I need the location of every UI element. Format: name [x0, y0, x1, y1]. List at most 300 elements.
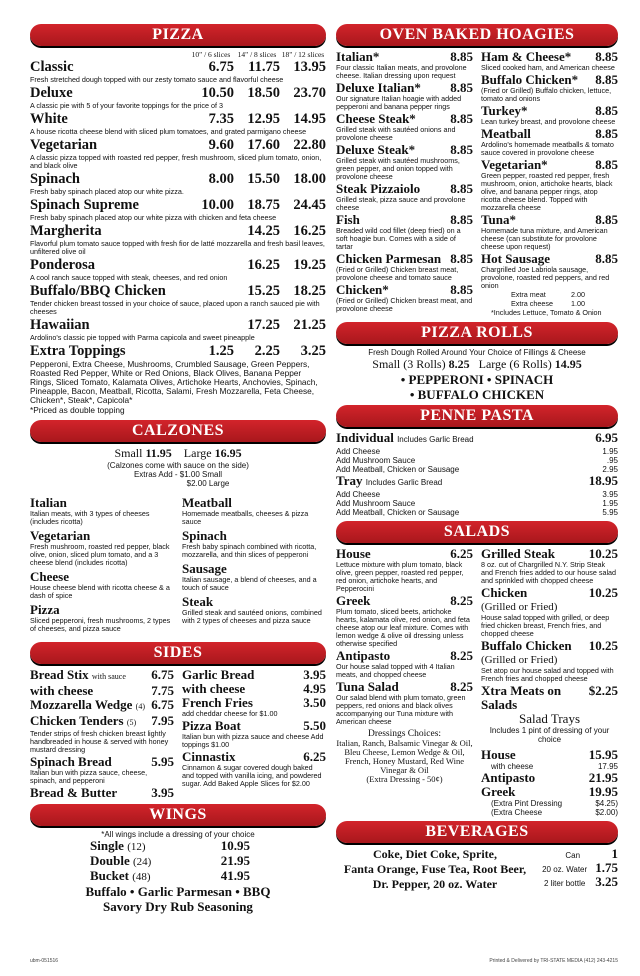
calzone-extras-large: $2.00 Large	[186, 479, 230, 488]
pizza-item-price: 16.25	[247, 257, 280, 273]
salad-item-row	[336, 594, 473, 608]
salad-item-row	[481, 586, 618, 600]
penne-addon-name: Add Mushroom Sauce	[336, 499, 416, 508]
hoagie-item-name: Chicken*	[336, 282, 389, 297]
wing-item-count: (48)	[132, 871, 151, 883]
pizza-item-price: 24.45	[293, 197, 326, 213]
rolls-small-label: Small (3 Rolls)	[372, 357, 446, 371]
salad-item-desc: House salad topped with grilled, or deep fried chicken breast, French fries, and chopped cheese	[481, 613, 610, 638]
pizza-item-row	[30, 317, 326, 334]
hoagie-item-name: Meatball	[481, 126, 531, 141]
hoagie-item-price: 8.85	[450, 111, 473, 126]
calzone-small-label: Small	[114, 446, 143, 460]
hoagie-item-name: Steak Pizzaiolo	[336, 181, 421, 196]
calzone-small-price: 11.95	[145, 446, 172, 460]
hoagie-item-price: 8.85	[595, 126, 618, 141]
pizza-item-price: 17.60	[247, 137, 280, 153]
pizza-item-row	[30, 257, 326, 274]
pizza-item-price: 1.25	[208, 343, 234, 359]
hoagie-item-price: 8.85	[450, 251, 473, 266]
pizza-item-price: 19.25	[293, 257, 326, 273]
penne-item-name	[336, 474, 589, 490]
pizza-item-price: 3.25	[300, 343, 326, 359]
rolls-line-2: • BUFFALO CHICKEN	[409, 387, 545, 402]
side-item-name	[30, 786, 151, 800]
hoagie-item-name: Buffalo Chicken*	[481, 72, 579, 87]
calzone-name: Steak	[182, 594, 214, 609]
pizza-item-name: Margherita	[30, 223, 102, 239]
hoagie-item-row	[336, 283, 473, 297]
side-item-name: with cheese	[182, 681, 246, 696]
salad-item-price: 8.25	[450, 679, 473, 694]
penne-addon-name: Add Meatball, Chicken or Sausage	[336, 508, 460, 517]
beverages-header: BEVERAGES	[336, 821, 618, 843]
beverage-size-price: 3.25	[595, 874, 618, 889]
hoagie-item-name: Fish	[336, 212, 360, 227]
penne-addon-name: Add Cheese	[336, 490, 381, 499]
salad-tray-extra-price: $4.25)	[595, 799, 618, 808]
hoagie-item-row	[336, 50, 473, 64]
right-column	[336, 22, 618, 892]
penne-item-label: Tray	[336, 473, 363, 488]
pizza-item-name: White	[30, 111, 68, 127]
wing-item-label: Double	[90, 853, 130, 868]
side-item-row	[182, 682, 326, 696]
salad-tray-extra-name: (Extra Cheese	[491, 808, 543, 817]
hoagie-item-desc: Lean turkey breast, and provolone cheese	[481, 117, 616, 126]
hoagie-item-desc: (Fried or Grilled) Buffalo chicken, lettuce, tomato and onions	[481, 86, 612, 103]
pizza-header: PIZZA	[30, 24, 326, 46]
pizza-item-name: Extra Toppings	[30, 343, 126, 359]
pizza-item-name: Spinach	[30, 171, 80, 187]
side-item-name: Cinnastix	[182, 749, 236, 764]
hoagie-item-price: 8.85	[450, 49, 473, 64]
pizza-item-row	[30, 343, 326, 360]
salad-item-desc: 8 oz. cut of Chargrilled N.Y. Strip Steak and French fries added to our house salad and sprinkled with chopped cheese	[481, 560, 617, 585]
pizza-item-price: 11.75	[248, 59, 280, 75]
side-item-price: 5.95	[151, 754, 174, 769]
side-item-name	[30, 755, 151, 769]
pizza-item-price: 23.70	[293, 85, 326, 101]
salad-item-row	[336, 680, 473, 694]
pizza-item-price: 12.95	[247, 111, 280, 127]
side-item-row	[182, 668, 326, 682]
pizza-item-price: 10.50	[201, 85, 234, 101]
wing-item-price: 10.95	[220, 838, 250, 853]
penne-addon-row	[336, 447, 618, 456]
hoagie-item-desc: (Fried or Grilled) Chicken breast meat, provolone cheese and tomato sauce	[336, 265, 459, 282]
penne-item-label: Individual	[336, 430, 394, 445]
salad-item-sub: (Grilled or Fried)	[481, 654, 558, 666]
wings-list	[30, 839, 250, 884]
calzone-desc: Grilled steak and sautéed onions, combined with 2 types of cheeses and pizza sauce	[182, 608, 322, 625]
side-item-price: 3.95	[303, 667, 326, 682]
pizza-item-name: Spinach Supreme	[30, 197, 139, 213]
footer-code: ubm-051516	[30, 958, 59, 964]
pizza-item-price: 17.25	[247, 317, 280, 333]
side-item-price: 3.50	[303, 695, 326, 710]
hoagie-item-name: Hot Sausage	[481, 251, 550, 266]
pizza-item-price: 15.50	[247, 171, 280, 187]
wing-item-row	[90, 839, 250, 854]
penne-addon-row	[336, 465, 618, 474]
extra-meat-price: 2.00	[571, 290, 585, 299]
salad-item-desc: Our salad blend with plum tomato, green peppers, red onions and black olives accompanying our Tuna mixture with American cheese	[336, 693, 466, 726]
salad-item-price: 6.25	[450, 546, 473, 561]
hoagie-item-row	[481, 127, 618, 141]
calzone-list	[30, 496, 326, 636]
pizza-item-price: 9.60	[208, 137, 234, 153]
salad-item-price: 10.25	[588, 546, 618, 561]
hoagie-item-name: Ham & Cheese*	[481, 49, 572, 64]
salad-item-sub: (Grilled or Fried)	[481, 601, 558, 613]
calzone-prices	[30, 446, 326, 461]
pizza-item-price: 13.95	[293, 59, 326, 75]
beverage-size-name: 2 liter bottle	[543, 879, 586, 888]
penne-addon-row	[336, 508, 618, 517]
rolls-small-price: 8.25	[448, 357, 470, 371]
salads-list-left	[336, 547, 473, 817]
wing-item-row	[90, 869, 250, 884]
salads-header: SALADS	[336, 521, 618, 543]
hoagie-note: *Includes Lettuce, Tomato & Onion	[491, 308, 602, 317]
salad-item-desc: Our house salad topped with 4 Italian meats, and chopped cheese	[336, 662, 455, 679]
hoagie-item-name: Deluxe Steak*	[336, 142, 416, 157]
pizza-item-price: 18.25	[293, 283, 326, 299]
calzone-desc: Italian sausage, a blend of cheeses, and a touch of sauce	[182, 575, 317, 592]
hoagie-item-row	[481, 104, 618, 118]
side-item-price: 5.50	[303, 718, 326, 733]
salad-tray-extra-row	[481, 799, 618, 808]
side-item-name: Pizza Boat	[182, 718, 241, 733]
side-item-row	[30, 684, 174, 698]
pizza-item-name: Classic	[30, 59, 74, 75]
wing-item-name	[90, 854, 221, 869]
pizza-item-desc: A classic pie with 5 of your favorite toppings for the price of 3	[30, 101, 223, 110]
dressings-list: Italian, Ranch, Balsamic Vinegar & Oil, Bleu Cheese, Lemon Wedge & Oil, French, Honey Mustard, Red Wine Vinegar & Oil	[336, 738, 473, 775]
salad-item-row	[336, 649, 473, 663]
wing-item-name	[90, 839, 221, 854]
penne-addon-row	[336, 499, 618, 508]
side-item-row	[30, 714, 174, 730]
hoagie-item-price: 8.85	[595, 157, 618, 172]
hoagie-item-price: 8.85	[450, 142, 473, 157]
calzone-desc: House cheese blend with ricotta cheese & a dash of spice	[30, 583, 170, 600]
salad-tray-name: Greek	[481, 784, 516, 799]
calzone-name: Meatball	[182, 495, 232, 510]
salad-item-price: 8.25	[450, 593, 473, 608]
penne-addon-name: Add Meatball, Chicken or Sausage	[336, 465, 460, 474]
hoagie-item-price: 8.85	[450, 80, 473, 95]
hoagie-item-name: Cheese Steak*	[336, 111, 416, 126]
side-item-name	[30, 698, 151, 714]
wing-item-label: Single	[90, 838, 124, 853]
salad-tray-extras	[481, 799, 618, 817]
side-item-name: Garlic Bread	[182, 667, 255, 682]
penne-item-price: 6.95	[595, 430, 618, 445]
hoagie-item-desc: Our signature Italian hoagie with added pepperoni and banana pepper rings	[336, 94, 462, 111]
salad-item-row	[481, 639, 618, 653]
calzone-desc: Homemade meatballs, cheeses & pizza sauce	[182, 509, 309, 526]
salad-tray-list	[481, 748, 618, 799]
hoagie-item-desc: Four classic Italian meats, and provolone cheese. Italian dressing upon request	[336, 63, 467, 80]
salad-items-right	[481, 547, 618, 683]
salad-tray-row	[481, 771, 618, 785]
extra-meat-row	[481, 291, 618, 299]
beverage-list	[336, 847, 534, 892]
pizza-item-price: 8.00	[208, 171, 234, 187]
salad-item-desc: Plum tomato, sliced beets, artichoke hearts, kalamata olive, red onion, and feta cheese atop our leaf mixture. Comes with lemon wedge & olive oil dressing unless otherwise specified	[336, 607, 470, 648]
calzone-extras-label: Extras Add	[133, 470, 173, 479]
hoagie-item-desc: Grilled steak with sautéed mushrooms, green pepper, and onion topped with provolone cheese	[336, 156, 460, 181]
hoagie-item-price: 8.85	[450, 212, 473, 227]
hoagie-item-desc: Grilled steak with sautéed onions and provolone cheese	[336, 125, 456, 142]
pizza-item-price: 18.00	[293, 171, 326, 187]
side-item-row	[30, 786, 174, 800]
side-item-name	[30, 668, 151, 684]
salad-item-name: Greek	[336, 593, 371, 608]
salad-tray-price: 15.95	[588, 747, 618, 762]
salads-list-right	[481, 547, 618, 817]
pizza-item-price: 15.25	[247, 283, 280, 299]
penne-addon-name: Add Mushroom Sauce	[336, 456, 416, 465]
side-item-desc: Cinnamon & sugar covered dough baked and topped with vanilla icing, and powdered sugar. Add Baked Apple Slices for $2.00	[182, 763, 322, 788]
beverage-size-row	[534, 875, 618, 889]
pizza-item-price: 10.00	[201, 197, 234, 213]
pizza-item-price: 7.35	[208, 111, 234, 127]
penne-item-price: 18.95	[588, 473, 618, 488]
hoagie-item-desc: Ardolino's homemade meatballs & tomato sauce covered in provolone cheese	[481, 140, 614, 157]
salad-item-name: Chicken	[481, 585, 528, 600]
beverage-line-3: Dr. Pepper, 20 oz. Water	[372, 877, 498, 891]
pizza-item-price: 21.25	[293, 317, 326, 333]
calzone-extras	[30, 470, 326, 479]
dressing-extra: (Extra Dressing - 50¢)	[366, 774, 443, 784]
salad-item-name: Buffalo Chicken	[481, 638, 572, 653]
hoagie-item-price: 8.85	[450, 181, 473, 196]
left-column	[30, 22, 326, 914]
penne-addon-price: 2.95	[602, 465, 618, 474]
penne-list	[336, 431, 618, 517]
penne-addon-price: 1.95	[602, 499, 618, 508]
calzone-name: Cheese	[30, 569, 69, 584]
hoagies-header: OVEN BAKED HOAGIES	[336, 24, 618, 46]
xtra-meats-price: $2.25	[588, 683, 618, 698]
dressings-title: Dressings Choices:	[367, 729, 442, 739]
salad-tray-price: 21.95	[588, 770, 618, 785]
penne-addon-row	[336, 490, 618, 499]
sides-list	[30, 668, 326, 800]
side-item-name	[30, 714, 151, 730]
hoagie-item-row	[336, 143, 473, 157]
hoagie-item-desc: Homemade tuna mixture, and American cheese (can substitute for provolone cheese upon request)	[481, 226, 608, 251]
pizza-item-price: 22.80	[293, 137, 326, 153]
side-item-sub: (4)	[135, 702, 145, 711]
calzone-name: Spinach	[182, 528, 227, 543]
salad-tray-price: 17.95	[597, 762, 618, 771]
pizza-item-desc: A cool ranch sauce topped with steak, cheeses, and red onion	[30, 273, 228, 282]
side-item-row	[30, 668, 174, 684]
pizza-item-row	[30, 283, 326, 300]
salad-item-row	[336, 547, 473, 561]
penne-item-sub: Includes Garlic Bread	[397, 435, 474, 444]
salad-item-name: Antipasto	[336, 648, 391, 663]
hoagie-item-price: 8.85	[450, 282, 473, 297]
beverage-sizes	[534, 847, 618, 892]
hoagie-item-price: 8.85	[595, 212, 618, 227]
wing-flavors-1: Buffalo • Garlic Parmesan • BBQ	[85, 884, 271, 899]
wing-item-label: Bucket	[90, 868, 129, 883]
side-item-label: Bread Stix	[30, 667, 89, 682]
wing-item-count: (24)	[132, 856, 152, 868]
beverage-size-row	[534, 847, 618, 861]
salad-tray-row	[481, 748, 618, 762]
size-10: 10" / 6 slices	[191, 50, 231, 59]
pizza-item-desc: Fresh baby spinach placed atop our white pizza.	[30, 187, 184, 196]
beverages-block	[336, 847, 618, 892]
hoagie-item-desc: Breaded wild cod fillet (deep fried) on a soft hoagie bun. Comes with a side of tartar	[336, 226, 461, 251]
calzone-name: Pizza	[30, 602, 60, 617]
pizza-size-header	[30, 50, 326, 59]
pizza-item-price: 18.50	[247, 85, 280, 101]
salad-item-row	[481, 547, 618, 561]
side-item-price: 7.95	[151, 713, 174, 728]
salad-item-desc: Lettuce mixture with plum tomato, black olive, green pepper, roasted red pepper, red onion, artichoke hearts, and Pepperocini	[336, 560, 464, 593]
hoagie-item-row	[481, 50, 618, 64]
penne-addon-row	[336, 456, 618, 465]
wing-item-row	[90, 854, 250, 869]
calzone-large-label: Large	[183, 446, 212, 460]
salad-item-price: 10.25	[588, 585, 618, 600]
calzones-header: CALZONES	[30, 420, 326, 442]
extra-cheese-row	[481, 300, 618, 308]
sides-list-left	[30, 668, 174, 800]
wing-item-name	[90, 869, 221, 884]
side-item-desc: Tender strips of fresh chicken breast lightly handbreaded in house & served with honey mustard dressing	[30, 729, 169, 754]
extra-cheese-price: 1.00	[571, 299, 585, 308]
pizza-item-name: Ponderosa	[30, 257, 95, 273]
beverage-line-2: Fanta Orange, Fuse Tea, Root Beer,	[343, 862, 527, 876]
penne-addon-price: 5.95	[602, 508, 618, 517]
calzone-desc: Italian meats, with 3 types of cheeses (includes ricotta)	[30, 509, 150, 526]
side-item-sub: with sauce	[91, 672, 126, 681]
pizza-item-desc: Tender chicken breast tossed in your choice of sauce, placed upon a ranch sauced pie with cheeses	[30, 299, 320, 316]
hoagie-item-row	[336, 213, 473, 227]
side-item-label: Mozzarella Wedge	[30, 697, 133, 712]
beverage-size-row	[534, 861, 618, 875]
hoagies-list-left	[336, 50, 473, 318]
footer-printed: Printed & Delivered by TRI-STATE MEDIA (412) 243-4215	[489, 958, 618, 964]
hoagie-item-desc: Chargrilled Joe Labriola sausage, provolone, roasted red peppers, and red onion	[481, 265, 610, 290]
pizza-item-row	[30, 85, 326, 102]
beverage-line-1: Coke, Diet Coke, Sprite,	[373, 847, 497, 861]
pizza-item-price: 2.25	[254, 343, 280, 359]
side-item-price: 3.95	[151, 785, 174, 800]
side-item-desc: Italian bun with pizza sauce and cheese Add toppings $1.00	[182, 732, 324, 749]
hoagie-item-desc: Green pepper, roasted red pepper, fresh mushroom, onion, artichoke hearts, black olive, and banana pepper rings, atop ricotta cheese blend. Topped with mozzarella cheese	[481, 171, 613, 212]
pizza-item-row	[30, 59, 326, 76]
penne-item-row	[336, 474, 618, 490]
calzone-large-price: 16.95	[214, 446, 242, 460]
calzone-desc: Fresh mushroom, roasted red pepper, black olive, onion, sliced plum tomato, and a 3 cheese blend (includes ricotta)	[30, 542, 170, 567]
wing-item-price: 41.95	[220, 868, 250, 883]
side-item-price: 6.25	[303, 749, 326, 764]
pizza-item-row	[30, 223, 326, 240]
hoagie-item-price: 8.85	[595, 251, 618, 266]
penne-item-name	[336, 431, 595, 447]
hoagies-list-right	[481, 50, 618, 318]
calzone-list-left	[30, 496, 174, 636]
side-item-sub: (5)	[126, 718, 137, 727]
rolls-desc: Fresh Dough Rolled Around Your Choice of Fillings & Cheese	[368, 348, 586, 357]
side-item-desc: add cheddar cheese for $1.00	[182, 709, 278, 718]
side-item-row	[182, 750, 326, 764]
extra-meat-label: Extra meat	[511, 290, 546, 299]
hoagie-item-row	[481, 213, 618, 227]
size-14: 14" / 8 slices	[237, 50, 277, 59]
pizza-item-name: Vegetarian	[30, 137, 98, 153]
hoagie-item-row	[336, 81, 473, 95]
salad-tray-extra-price: $2.00)	[595, 808, 618, 817]
salad-item-name: Grilled Steak	[481, 546, 556, 561]
pizza-item-price: 14.95	[293, 111, 326, 127]
side-item-desc: Italian bun with pizza sauce, cheese, spinach, and pepperoni	[30, 768, 148, 785]
penne-addon-name: Add Cheese	[336, 447, 381, 456]
penne-item-row	[336, 431, 618, 447]
penne-addon-price: 1.95	[602, 447, 618, 456]
side-item-row	[182, 719, 326, 733]
calzone-desc: Fresh baby spinach combined with ricotta, mozzarella, and thin slices of pepperoni	[182, 542, 317, 559]
hoagie-item-row	[336, 182, 473, 196]
pizza-item-desc: Flavorful plum tomato sauce topped with fresh fior de latté mozzarella and fresh basil leaves, unfiltered olive oil	[30, 239, 325, 256]
side-item-label: Bread & Butter	[30, 785, 118, 800]
side-item-label: with cheese	[30, 683, 94, 698]
wing-flavors-2: Savory Dry Rub Seasoning	[103, 899, 253, 914]
dressings-block	[336, 730, 473, 784]
pizza-item-row	[30, 171, 326, 188]
side-item-price: 7.75	[151, 683, 174, 698]
beverage-size-price: 1	[611, 846, 618, 861]
calzone-note: (Calzones come with sauce on the side)	[107, 461, 249, 470]
hoagie-item-row	[481, 73, 618, 87]
hoagie-item-name: Chicken Parmesan	[336, 251, 442, 266]
calzone-name: Italian	[30, 495, 67, 510]
size-18: 18" / 12 slices	[281, 50, 325, 59]
hoagie-item-row	[481, 158, 618, 172]
beverage-size-price: 1.75	[595, 860, 618, 875]
sides-list-right	[182, 668, 326, 800]
hoagie-item-row	[336, 112, 473, 126]
salad-item-price: 10.25	[588, 638, 618, 653]
calzone-desc: Sliced pepperoni, fresh mushrooms, 2 types of cheeses, and pizza sauce	[30, 616, 171, 633]
pizza-item-name: Buffalo/BBQ Chicken	[30, 283, 166, 299]
toppings-note: *Priced as double topping	[30, 405, 125, 415]
side-item-row	[30, 698, 174, 714]
side-item-row	[182, 696, 326, 710]
calzone-name: Sausage	[182, 561, 227, 576]
pizza-item-price: 16.25	[293, 223, 326, 239]
wings-note: *All wings include a dressing of your choice	[101, 830, 255, 839]
pizza-list	[30, 59, 326, 360]
side-item-label: Spinach Bread	[30, 754, 112, 769]
xtra-meats-label: Xtra Meats on Salads	[481, 683, 562, 712]
pizza-item-price: 18.75	[247, 197, 280, 213]
hoagie-item-name: Tuna*	[481, 212, 516, 227]
beverage-size-name: 20 oz. Water	[542, 865, 588, 874]
hoagie-item-name: Turkey*	[481, 103, 528, 118]
salad-trays-note: Includes 1 pint of dressing of your choice	[489, 726, 610, 744]
hoagie-item-row	[481, 252, 618, 266]
